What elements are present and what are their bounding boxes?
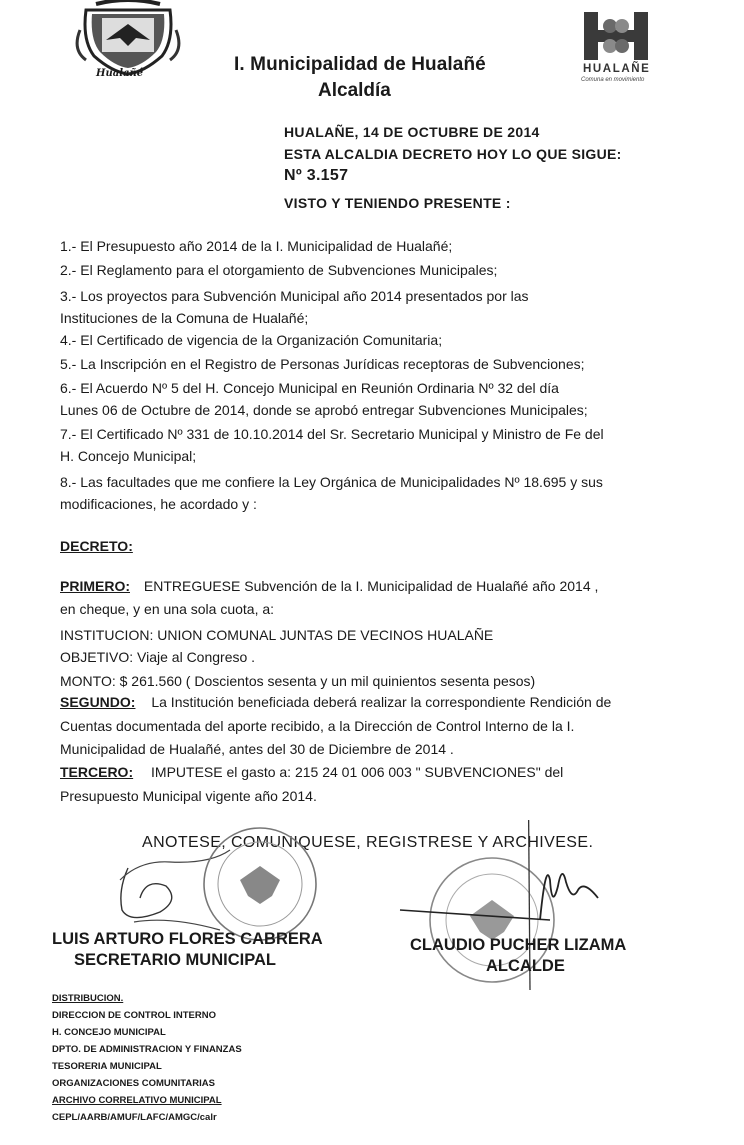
hualane-logo	[582, 10, 650, 62]
institucion-line: INSTITUCION: UNION COMUNAL JUNTAS DE VECINOS HUALAÑE	[60, 627, 494, 643]
distribution-heading: DISTRIBUCION.	[52, 993, 124, 1004]
logo-text: HUALAÑE	[583, 63, 651, 75]
decreto-heading: DECRETO:	[60, 538, 133, 554]
distribution-item: TESORERIA MUNICIPAL	[52, 1061, 162, 1072]
page-subtitle: Alcaldía	[318, 80, 391, 101]
distribution-item: DPTO. DE ADMINISTRACION Y FINANZAS	[52, 1044, 242, 1055]
distribution-item: ORGANIZACIONES COMUNITARIAS	[52, 1078, 215, 1089]
consideration-item: H. Concejo Municipal;	[60, 448, 197, 464]
distribution-item: DIRECCION DE CONTROL INTERNO	[52, 1010, 216, 1021]
right-signatory-title: ALCALDE	[486, 957, 565, 975]
primero-text: ENTREGUESE Subvención de la I. Municipalidad de Hualañé año 2014 ,	[143, 578, 599, 594]
consideration-item: modificaciones, he acordado y :	[60, 496, 257, 512]
segundo-text-2: Cuentas documentada del aporte recibido, a la Dirección de Control Interno de la I.	[60, 718, 575, 734]
segundo-label: SEGUNDO:	[60, 694, 136, 710]
consideration-item: Instituciones de la Comuna de Hualañé;	[60, 310, 309, 326]
consideration-item: Lunes 06 de Octubre de 2014, donde se aprobó entregar Subvenciones Municipales;	[60, 402, 588, 418]
left-signatory-title: SECRETARIO MUNICIPAL	[74, 951, 276, 969]
logo-tagline: Comuna en movimiento	[581, 77, 645, 83]
right-signatory-name: CLAUDIO PUCHER LIZAMA	[410, 936, 627, 954]
segundo-text: La Institución beneficiada deberá realizar la correspondiente Rendición de	[151, 694, 612, 710]
page-title: I. Municipalidad de Hualañé	[234, 54, 486, 75]
signatures-and-stamps	[100, 820, 700, 1000]
consideration-item: 8.- Las facultades que me confiere la Ley Orgánica de Municipalidades Nº 18.695 y sus	[60, 474, 603, 490]
distribution-item: ARCHIVO CORRELATIVO MUNICIPAL	[52, 1095, 222, 1106]
consideration-item: 7.- El Certificado Nº 331 de 10.10.2014 del Sr. Secretario Municipal y Ministro de Fe del	[60, 426, 604, 442]
decree-number: Nº 3.157	[284, 167, 349, 184]
objetivo-line: OBJETIVO: Viaje al Congreso .	[60, 649, 256, 665]
distribution-initials: CEPL/AARB/AMUF/LAFC/AMGC/calr	[52, 1112, 217, 1123]
visto-heading: VISTO Y TENIENDO PRESENTE :	[284, 195, 511, 211]
tercero-label: TERCERO:	[60, 764, 134, 780]
closing-formula: ANOTESE, COMUNIQUESE, REGISTRESE Y ARCHIVESE.	[142, 834, 594, 851]
tercero-text: IMPUTESE el gasto a: 215 24 01 006 003 " SUBVENCIONES" del	[151, 764, 564, 780]
segundo-text-3: Municipalidad de Hualañé, antes del 30 de Diciembre de 2014 .	[60, 741, 454, 757]
primero-label: PRIMERO:	[60, 578, 130, 594]
consideration-item: 1.- El Presupuesto año 2014 de la I. Municipalidad de Hualañé;	[60, 238, 453, 254]
decree-date: HUALAÑE, 14 DE OCTUBRE DE 2014	[284, 124, 540, 140]
tercero-text-2: Presupuesto Municipal vigente año 2014.	[60, 788, 317, 804]
decree-intro: ESTA ALCALDIA DECRETO HOY LO QUE SIGUE:	[284, 146, 622, 162]
consideration-item: 3.- Los proyectos para Subvención Municipal año 2014 presentados por las	[60, 288, 529, 304]
consideration-item: 2.- El Reglamento para el otorgamiento de Subvenciones Municipales;	[60, 262, 498, 278]
consideration-item: 4.- El Certificado de vigencia de la Organización Comunitaria;	[60, 332, 443, 348]
monto-line: MONTO: $ 261.560 ( Doscientos sesenta y un mil quinientos sesenta pesos)	[60, 673, 536, 689]
distribution-item: H. CONCEJO MUNICIPAL	[52, 1027, 166, 1038]
left-signatory-name: LUIS ARTURO FLORES CABRERA	[52, 930, 323, 948]
primero-text-2: en cheque, y en una sola cuota, a:	[60, 601, 275, 617]
consideration-item: 5.- La Inscripción en el Registro de Personas Jurídicas receptoras de Subvenciones;	[60, 356, 585, 372]
consideration-item: 6.- El Acuerdo Nº 5 del H. Concejo Municipal en Reunión Ordinaria Nº 32 del día	[60, 380, 559, 396]
crest-caption: Hualañé	[96, 68, 144, 79]
